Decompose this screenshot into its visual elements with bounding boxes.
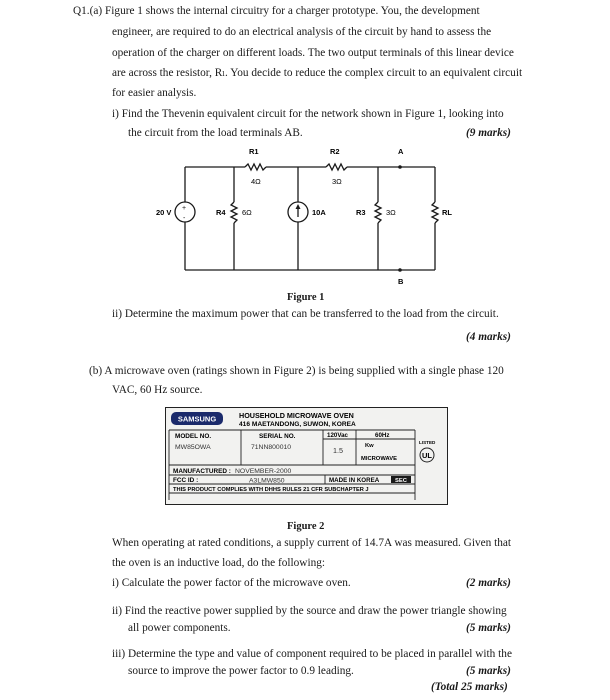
q1a-part-i-line-1: i) Find the Thevenin equivalent circuit for the network shown in Figure 1, looking into: [112, 108, 504, 120]
q1b-part-ii-line-1: ii) Find the reactive power supplied by the source and draw the power triangle showing: [112, 605, 507, 617]
svg-text:-: -: [183, 215, 186, 222]
q1a-part-i-line-2: the circuit from the load terminals AB.: [128, 127, 303, 139]
q1a-line-5: for easier analysis.: [112, 87, 197, 99]
q1b-part-iii-line-1: iii) Determine the type and value of component required to be placed in parallel with the: [112, 648, 512, 660]
nameplate-title-1: HOUSEHOLD MICROWAVE OVEN: [239, 411, 354, 420]
power-label: MICROWAVE: [361, 456, 397, 462]
q1b-part-iii-line-2: source to improve the power factor to 0.9 leading.: [128, 665, 354, 677]
r1-value-label: 4Ω: [251, 177, 261, 186]
terminal-b-dot: [398, 268, 402, 272]
terminal-a-dot: [398, 165, 402, 169]
q1b-part-i: i) Calculate the power factor of the microwave oven.: [112, 577, 351, 589]
rl-resistor: [432, 202, 438, 223]
q1a-part-ii: ii) Determine the maximum power that can be transferred to the load from the circuit.: [112, 308, 499, 320]
q1b-part-iii-marks: (5 marks): [466, 665, 511, 677]
samsung-brand-text: SAMSUNG: [177, 414, 217, 424]
q1a-part-ii-marks: (4 marks): [466, 331, 511, 343]
manufactured-label: MANUFACTURED :: [173, 468, 231, 475]
r2-resistor: [326, 164, 347, 170]
manufactured-value: NOVEMBER-2000: [235, 468, 292, 475]
power-value: 1.5: [333, 446, 343, 455]
r3-value-label: 3Ω: [386, 208, 396, 217]
power-unit: Kw: [365, 443, 374, 449]
node-a-label: A: [398, 147, 404, 156]
r3-name-label: R3: [356, 208, 366, 217]
q1b-part-ii-marks: (5 marks): [466, 622, 511, 634]
node-b-label: B: [398, 277, 404, 286]
serial-label: SERIAL NO.: [259, 433, 296, 440]
frequency-rating: 60Hz: [375, 432, 390, 439]
q1a-line-1: Q1.(a) Figure 1 shows the internal circuitry for a charger prototype. You, the development: [73, 5, 480, 17]
made-in-text: MADE IN KOREA: [329, 477, 380, 484]
total-marks: (Total 25 marks): [431, 681, 508, 693]
figure2-caption: Figure 2: [287, 521, 325, 532]
r1-name-label: R1: [249, 147, 259, 156]
q1b-line-2: VAC, 60 Hz source.: [112, 384, 203, 396]
sec-text: SEC: [395, 478, 407, 484]
current-source-label: 10A: [312, 208, 326, 217]
q1a-part-i-marks: (9 marks): [466, 127, 511, 139]
model-label: MODEL NO.: [175, 433, 212, 440]
voltage-rating: 120Vac: [327, 432, 348, 439]
q1b-part-ii-line-2: all power components.: [128, 622, 231, 634]
serial-value: 71NN800010: [251, 444, 292, 451]
r1-resistor: [245, 164, 266, 170]
q1b-part-i-marks: (2 marks): [466, 577, 511, 589]
rl-name-label: RL: [442, 208, 452, 217]
r2-value-label: 3Ω: [332, 177, 342, 186]
r2-name-label: R2: [330, 147, 340, 156]
ul-text: UL: [422, 451, 432, 460]
q1b-line-1: (b) A microwave oven (ratings shown in Figure 2) is being supplied with a single phase 120: [89, 365, 504, 377]
svg-text:+: +: [182, 205, 187, 212]
figure1-caption: Figure 1: [287, 292, 325, 303]
q1a-line-4: are across the resistor, Rₗ. You decide to reduce the complex circuit to an equivalent circuit: [112, 67, 523, 79]
r3-resistor: [375, 202, 381, 223]
fcc-value: A3LMW850: [249, 477, 285, 485]
q1a-line-2: engineer, are required to do an electrical analysis of the circuit by hand to assess the: [112, 26, 492, 38]
q1b-intro-line-1: When operating at rated conditions, a supply current of 14.7A was measured. Given that: [112, 537, 512, 549]
r4-resistor: [231, 202, 237, 223]
r4-value-label: 6Ω: [242, 208, 252, 217]
r4-name-label: R4: [216, 208, 226, 217]
model-value: MW85OWA: [175, 444, 211, 451]
figure1-circuit: [150, 140, 470, 292]
nameplate-title-2: 416 MAETANDONG, SUWON, KOREA: [239, 421, 356, 428]
fcc-label: FCC ID :: [173, 477, 199, 484]
compliance-text: THIS PRODUCT COMPLIES WITH DHHS RULES 21 CFR SUBCHAPTER J: [173, 487, 369, 493]
listed-text: LISTED: [419, 440, 436, 445]
voltage-source-label: 20 V: [156, 208, 172, 217]
figure2-nameplate: [165, 407, 448, 505]
q1b-intro-line-2: the oven is an inductive load, do the following:: [112, 557, 326, 569]
q1a-line-3: operation of the charger on different loads. The two output terminals of this linear device: [112, 47, 514, 59]
